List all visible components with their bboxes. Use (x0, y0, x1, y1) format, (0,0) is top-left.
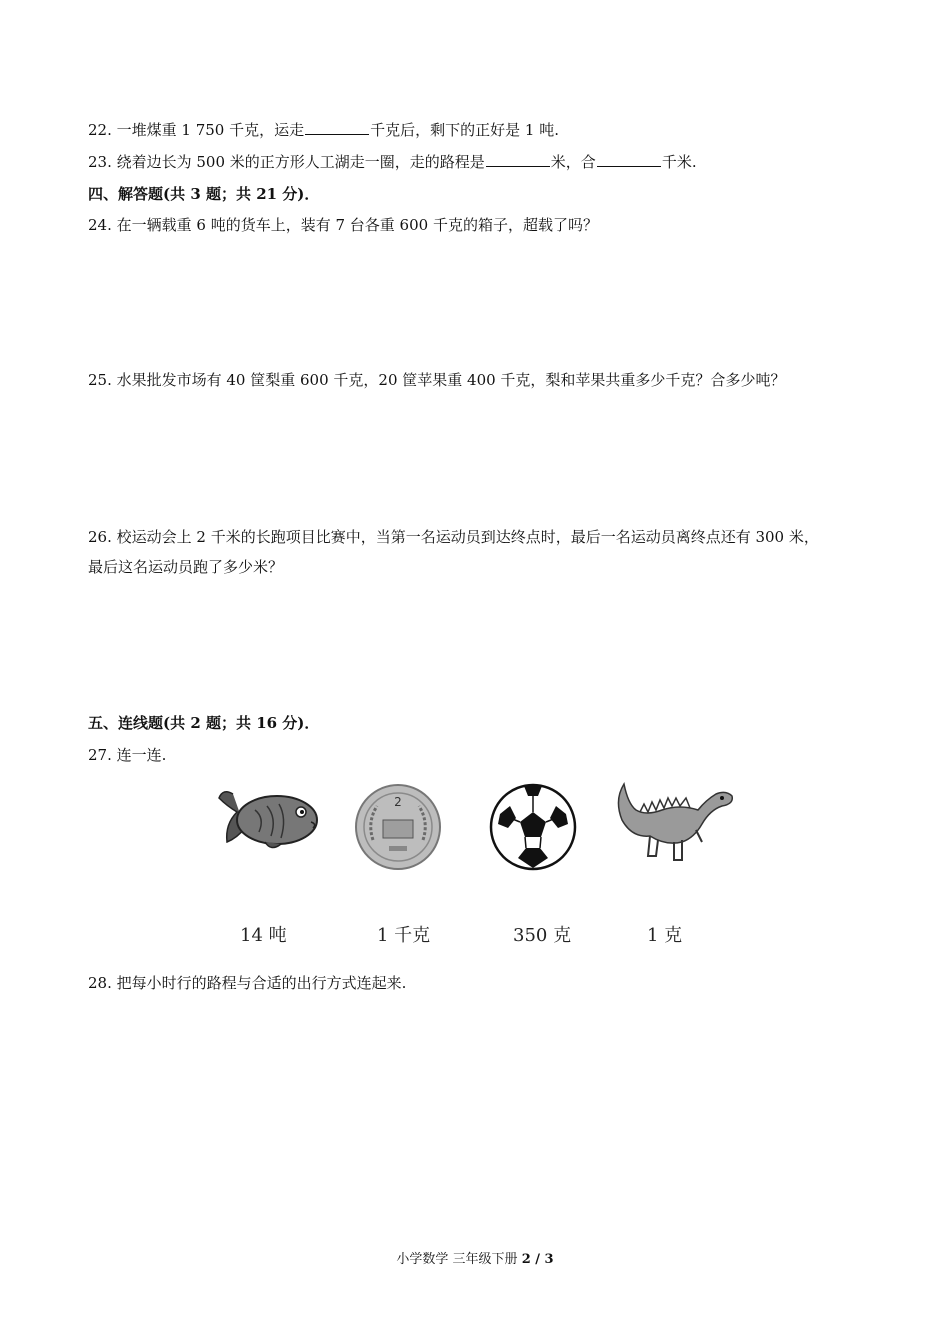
question-25: 25. 水果批发市场有 40 筐梨重 600 千克，20 筐苹果重 400 千克，梨和苹果共重多少千克？合多少吨？ (88, 371, 786, 389)
question-24: 24. 在一辆载重 6 吨的货车上，装有 7 台各重 600 千克的箱子，超载了吗？ (88, 216, 598, 234)
footer-subject: 小学数学 三年级下册 (396, 1252, 522, 1267)
q22-text-a: 22. 一堆煤重 1 750 千克，运走 (88, 121, 305, 139)
page-number: 2 / 3 (521, 1252, 554, 1267)
q22-text-b: 千克后，剩下的正好是 1 吨. (370, 121, 559, 139)
question-26-line1: 26. 校运动会上 2 千米的长跑项目比赛中，当第一名运动员到达终点时，最后一名运动员离终点还有 300 米， (88, 528, 819, 546)
question-27: 27. 连一连. (88, 746, 167, 764)
label-350-grams[interactable]: 350 克 (513, 925, 572, 946)
label-1-kilogram[interactable]: 1 千克 (377, 925, 431, 946)
answer-blank[interactable] (597, 152, 661, 167)
question-28: 28. 把每小时行的路程与合适的出行方式连起来. (88, 974, 407, 992)
section-4-heading: 四、解答题(共 3 题；共 21 分)． (88, 185, 320, 203)
question-23 (88, 152, 697, 172)
q23-text-b: 米，合 (550, 153, 596, 171)
label-14-tons[interactable]: 14 吨 (240, 925, 287, 946)
question-22 (88, 120, 559, 140)
q23-text-a: 23. 绕着边长为 500 米的正方形人工湖走一圈，走的路程是 (88, 153, 485, 171)
fish-icon[interactable] (215, 784, 325, 856)
matching-pictures (205, 776, 745, 956)
coin-icon[interactable] (353, 782, 443, 872)
answer-blank[interactable] (305, 120, 369, 135)
section-5-heading: 五、连线题(共 2 题；共 16 分)． (88, 714, 320, 732)
page-footer (0, 1248, 950, 1267)
q23-text-c: 千米. (661, 153, 697, 171)
soccer-ball-icon[interactable] (488, 782, 578, 872)
dinosaur-icon[interactable] (610, 780, 740, 865)
question-26-line2: 最后这名运动员跑了多少米？ (88, 558, 284, 576)
label-1-gram[interactable]: 1 克 (647, 925, 683, 946)
coin-denomination: 2 (394, 795, 402, 809)
answer-blank[interactable] (486, 152, 550, 167)
